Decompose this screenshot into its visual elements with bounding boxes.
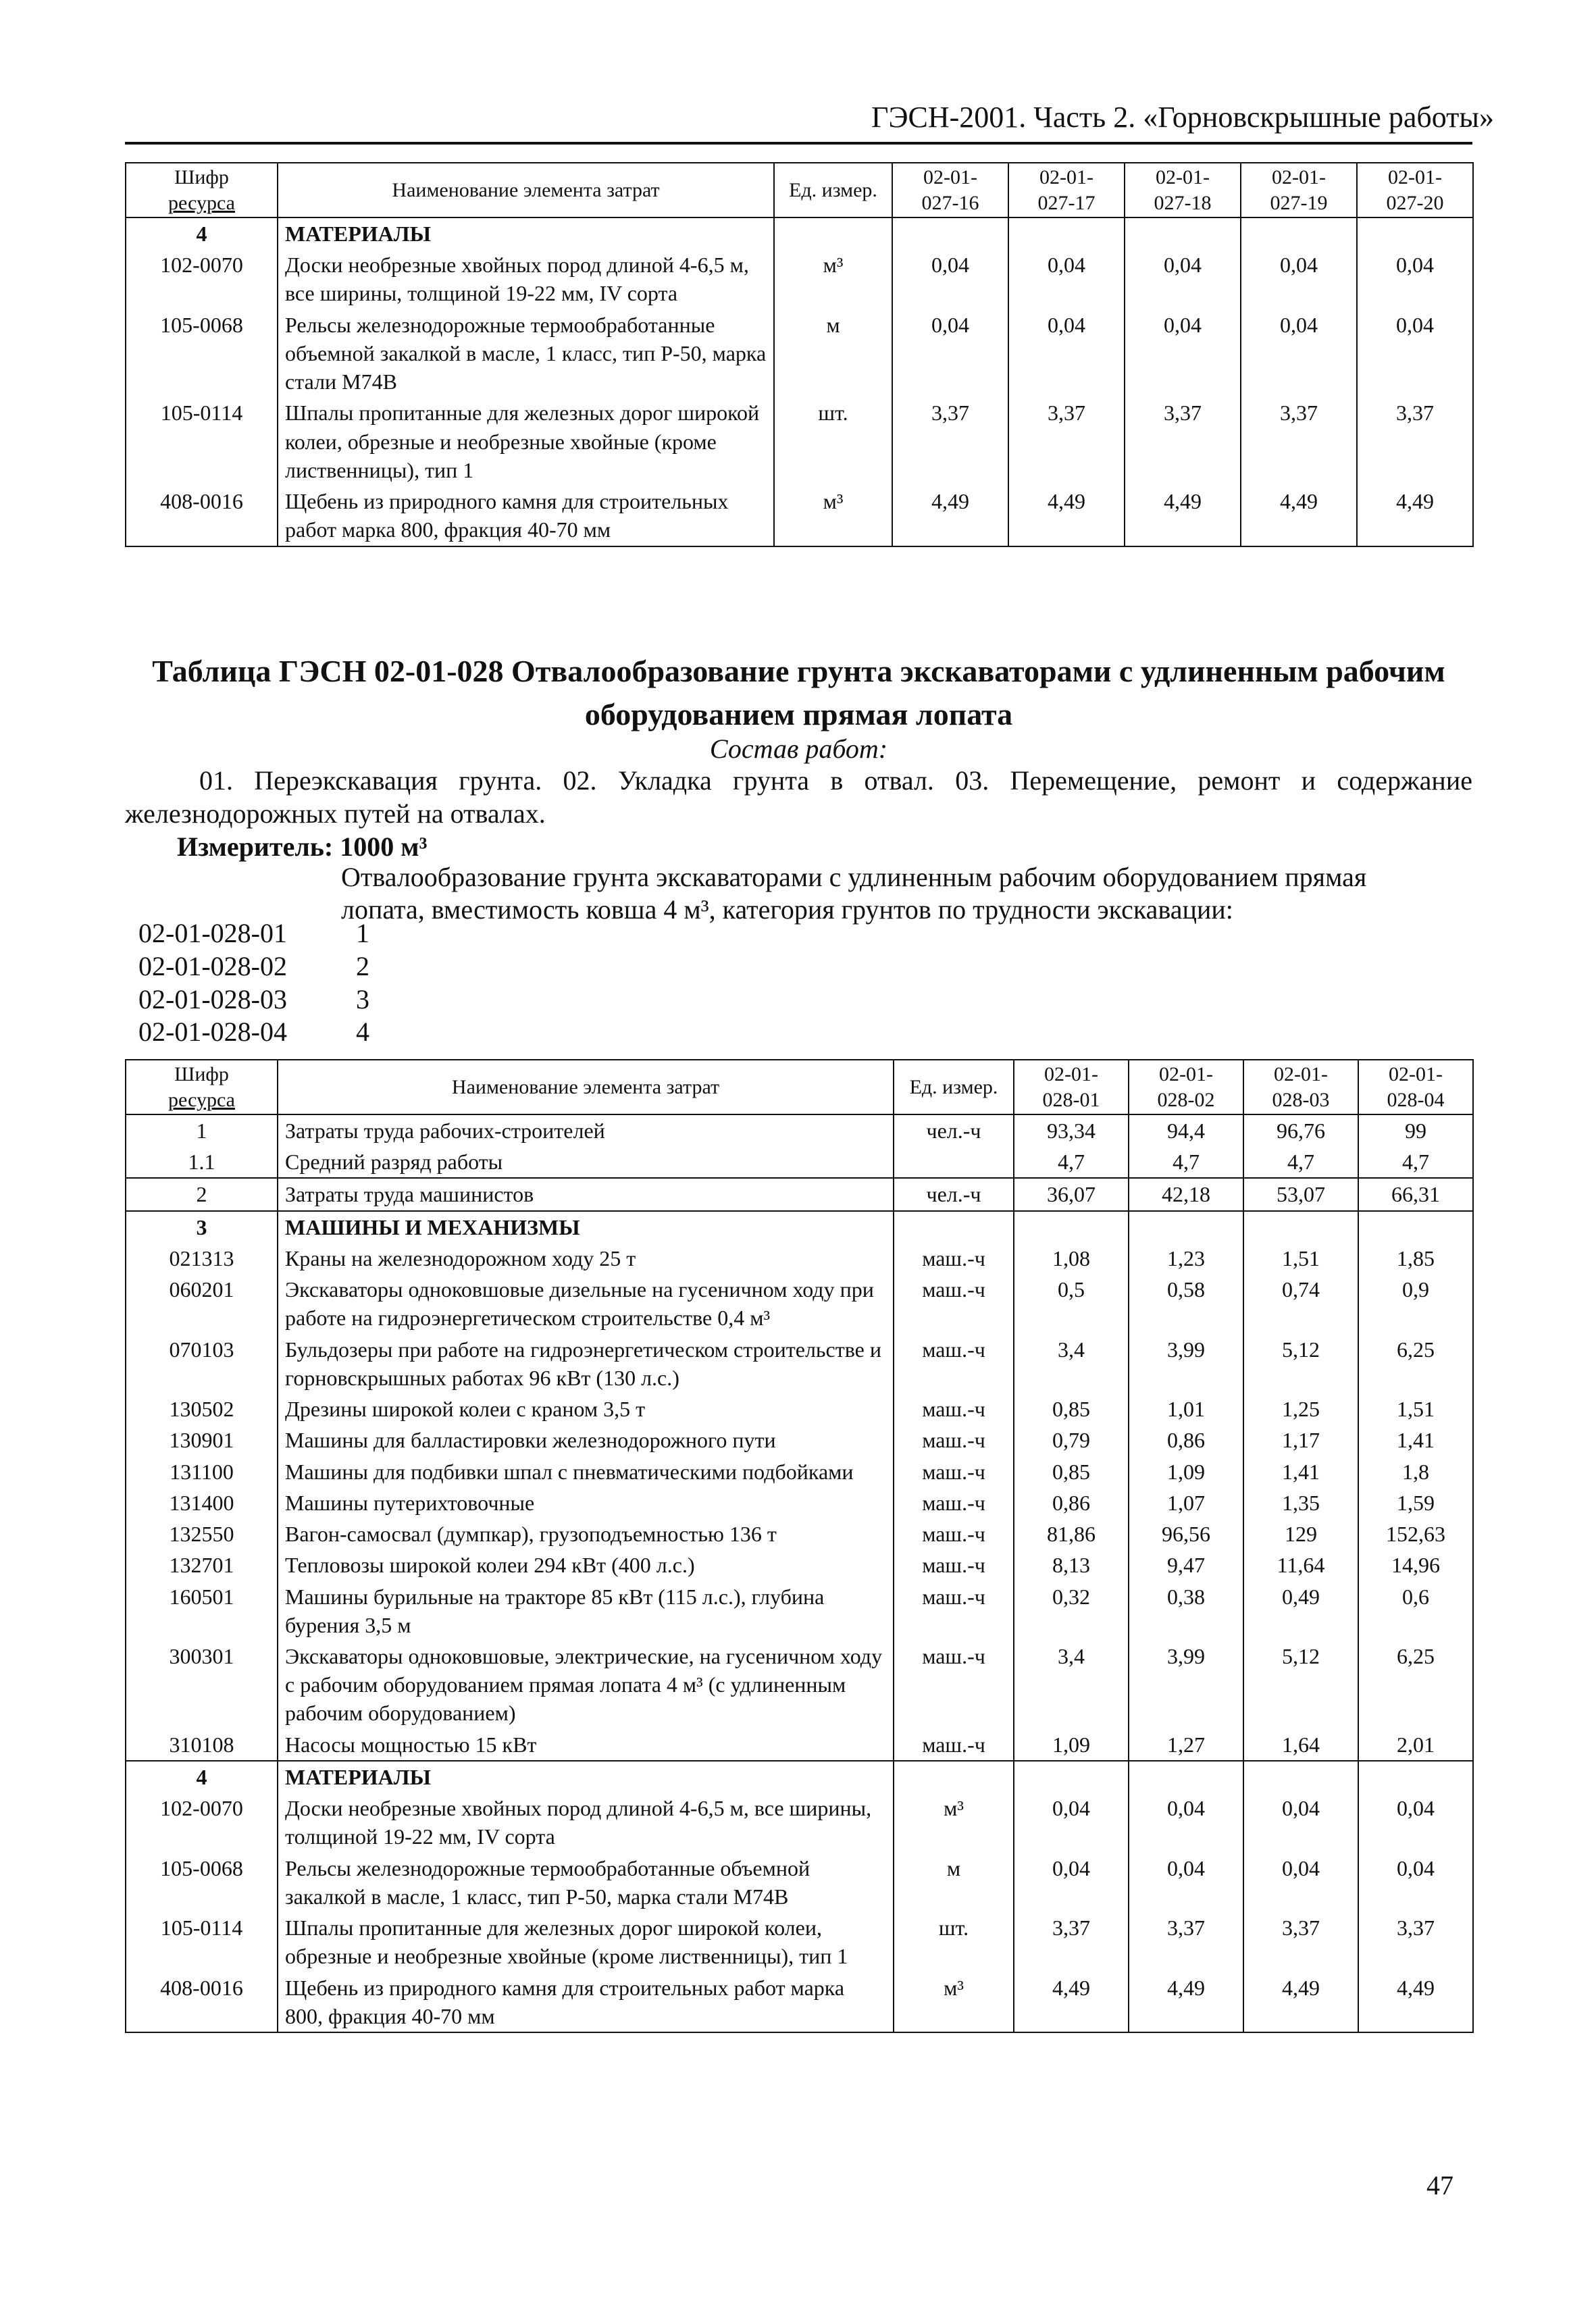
unit-of-measure: маш.-ч <box>894 1487 1014 1518</box>
unit-of-measure: маш.-ч <box>894 1456 1014 1487</box>
norm-value: 53,07 <box>1243 1178 1358 1210</box>
unit-of-measure: маш.-ч <box>894 1581 1014 1641</box>
resource-code: 408-0016 <box>126 1972 278 2032</box>
header-name: Наименование элемента затрат <box>278 1060 894 1114</box>
norm-value: 0,04 <box>1008 249 1125 309</box>
resource-code: 132550 <box>126 1518 278 1549</box>
header-col: 02-01- 027-17 <box>1008 163 1125 217</box>
table-row <box>126 1178 1473 1210</box>
norm-value: 3,4 <box>1014 1641 1129 1729</box>
cost-element-name: Машины для балластировки железнодорожного пути <box>278 1424 894 1456</box>
page-number: 47 <box>1426 2170 1453 2201</box>
header-rule <box>125 142 1472 145</box>
cost-element-name: Дрезины широкой колеи с краном 3,5 т <box>278 1393 894 1424</box>
header-code: Шифр ресурса <box>126 163 278 217</box>
cost-element-name: Рельсы железнодорожные термообработанные объемной закалкой в масле, 1 класс, тип Р-50, марка стали М74В <box>278 1853 894 1912</box>
norm-value: 11,64 <box>1243 1549 1358 1580</box>
header-col: 02-01- 028-03 <box>1243 1060 1358 1114</box>
norm-value: 5,12 <box>1243 1334 1358 1393</box>
norm-value: 0,86 <box>1129 1424 1243 1456</box>
norm-value: 0,5 <box>1014 1274 1129 1333</box>
norm-value <box>1243 1211 1358 1243</box>
header-col: 02-01- 028-01 <box>1014 1060 1129 1114</box>
norm-value: 3,37 <box>1241 397 1357 486</box>
resource-code: 131100 <box>126 1456 278 1487</box>
header-col: 02-01- 028-02 <box>1129 1060 1243 1114</box>
norm-value: 0,85 <box>1014 1456 1129 1487</box>
unit-of-measure: маш.-ч <box>894 1549 1014 1580</box>
norm-value: 6,25 <box>1358 1334 1473 1393</box>
norm-value: 0,04 <box>1125 309 1241 398</box>
norm-value: 0,9 <box>1358 1274 1473 1333</box>
norm-value: 0,04 <box>1241 309 1357 398</box>
table-row <box>126 1456 1473 1487</box>
norm-value: 0,04 <box>1129 1793 1243 1852</box>
resource-code: 408-0016 <box>126 486 278 546</box>
cost-element-name: Доски необрезные хвойных пород длиной 4-6,5 м, все ширины, толщиной 19-22 мм, IV сорта <box>278 249 774 309</box>
norm-value: 0,85 <box>1014 1393 1129 1424</box>
table-row <box>126 1761 1473 1793</box>
norm-value <box>1357 217 1473 249</box>
unit-of-measure: маш.-ч <box>894 1393 1014 1424</box>
unit-of-measure: маш.-ч <box>894 1729 1014 1761</box>
norm-value: 81,86 <box>1014 1518 1129 1549</box>
norm-value <box>1008 217 1125 249</box>
header-name: Наименование элемента затрат <box>278 163 774 217</box>
resource-code: 070103 <box>126 1334 278 1393</box>
resource-code: 130901 <box>126 1424 278 1456</box>
norm-value: 0,86 <box>1014 1487 1129 1518</box>
norm-value: 1,51 <box>1358 1393 1473 1424</box>
unit-of-measure: маш.-ч <box>894 1334 1014 1393</box>
norm-value: 4,49 <box>1008 486 1125 546</box>
cost-element-name: Затраты труда рабочих-строителей <box>278 1114 894 1146</box>
header-unit: Ед. измер. <box>894 1060 1014 1114</box>
cost-element-name: Машины путерихтовочные <box>278 1487 894 1518</box>
resource-code: 3 <box>126 1211 278 1243</box>
table-row <box>126 1549 1473 1580</box>
unit-of-measure: маш.-ч <box>894 1424 1014 1456</box>
table-row <box>126 486 1473 546</box>
norm-value: 3,4 <box>1014 1334 1129 1393</box>
resource-code: 160501 <box>126 1581 278 1641</box>
norm-code-row: 02-01-028-04 4 <box>138 1017 369 1048</box>
norm-value: 4,7 <box>1243 1146 1358 1178</box>
norm-value: 99 <box>1358 1114 1473 1146</box>
norm-value: 0,04 <box>1241 249 1357 309</box>
table-row <box>126 1274 1473 1333</box>
norm-value: 0,38 <box>1129 1581 1243 1641</box>
cost-element-name: Вагон-самосвал (думпкар), грузоподъемностью 136 т <box>278 1518 894 1549</box>
norm-code-list <box>138 917 369 1049</box>
table-row <box>126 1243 1473 1274</box>
cost-element-name: Экскаваторы одноковшовые, электрические, на гусеничном ходу с рабочим оборудованием прямая лопата 4 м³ (с удлиненным рабочим оборудованием) <box>278 1641 894 1729</box>
table-header-row <box>126 163 1473 217</box>
norm-value: 1,08 <box>1014 1243 1129 1274</box>
table-row <box>126 1853 1473 1912</box>
norm-value: 6,25 <box>1358 1641 1473 1729</box>
norm-value: 4,49 <box>1129 1972 1243 2032</box>
unit-of-measure: чел.-ч <box>894 1114 1014 1146</box>
unit-of-measure: м <box>894 1853 1014 1912</box>
norm-value: 1,01 <box>1129 1393 1243 1424</box>
resource-code: 132701 <box>126 1549 278 1580</box>
resource-code: 021313 <box>126 1243 278 1274</box>
norm-value: 42,18 <box>1129 1178 1243 1210</box>
resource-code: 300301 <box>126 1641 278 1729</box>
norm-value: 0,04 <box>892 249 1008 309</box>
norm-value <box>1243 1761 1358 1793</box>
norm-value: 3,37 <box>1129 1912 1243 1972</box>
norm-value: 0,6 <box>1358 1581 1473 1641</box>
table-row <box>126 1487 1473 1518</box>
norm-value: 152,63 <box>1358 1518 1473 1549</box>
header-unit: Ед. измер. <box>774 163 892 217</box>
table-row <box>126 309 1473 398</box>
norm-value: 1,64 <box>1243 1729 1358 1761</box>
norm-value: 96,56 <box>1129 1518 1243 1549</box>
cost-element-name: Рельсы железнодорожные термообработанные объемной закалкой в масле, 1 класс, тип Р-50, марка стали М74В <box>278 309 774 398</box>
norm-value: 4,49 <box>1358 1972 1473 2032</box>
cost-element-name: Затраты труда машинистов <box>278 1178 894 1210</box>
norm-value: 3,99 <box>1129 1641 1243 1729</box>
norm-value: 3,37 <box>1243 1912 1358 1972</box>
norm-value: 3,99 <box>1129 1334 1243 1393</box>
cost-element-name: МАШИНЫ И МЕХАНИЗМЫ <box>278 1211 894 1243</box>
unit-of-measure: м <box>774 309 892 398</box>
resource-code: 130502 <box>126 1393 278 1424</box>
norm-value: 0,58 <box>1129 1274 1243 1333</box>
cost-element-name: Шпалы пропитанные для железных дорог широкой колеи, обрезные и необрезные хвойные (кроме лиственницы), тип 1 <box>278 397 774 486</box>
cost-element-name: Насосы мощностью 15 кВт <box>278 1729 894 1761</box>
norm-value: 0,74 <box>1243 1274 1358 1333</box>
norm-value: 0,04 <box>1125 249 1241 309</box>
table-row <box>126 1211 1473 1243</box>
norm-value: 1,27 <box>1129 1729 1243 1761</box>
cost-element-name: Тепловозы широкой колеи 294 кВт (400 л.с.) <box>278 1549 894 1580</box>
norm-value: 4,7 <box>1129 1146 1243 1178</box>
table-row <box>126 1393 1473 1424</box>
table-row <box>126 1912 1473 1972</box>
norm-value: 96,76 <box>1243 1114 1358 1146</box>
cost-element-name: МАТЕРИАЛЫ <box>278 1761 894 1793</box>
unit-of-measure: м³ <box>774 249 892 309</box>
norm-value: 0,04 <box>892 309 1008 398</box>
header-code: Шифр ресурса <box>126 1060 278 1114</box>
resource-code: 1.1 <box>126 1146 278 1178</box>
measure-unit: Измеритель: 1000 м³ <box>177 831 428 862</box>
resource-code: 105-0114 <box>126 1912 278 1972</box>
norm-value: 3,37 <box>1008 397 1125 486</box>
resource-code: 4 <box>126 217 278 249</box>
resource-table-027 <box>125 162 1474 547</box>
norm-value: 5,12 <box>1243 1641 1358 1729</box>
norm-value <box>1358 1761 1473 1793</box>
norm-value: 66,31 <box>1358 1178 1473 1210</box>
norm-value: 4,49 <box>1243 1972 1358 2032</box>
norm-value <box>1129 1761 1243 1793</box>
norm-value: 0,04 <box>1357 309 1473 398</box>
table-row <box>126 1424 1473 1456</box>
norm-value: 1,09 <box>1129 1456 1243 1487</box>
table-row <box>126 1641 1473 1729</box>
norm-value: 93,34 <box>1014 1114 1129 1146</box>
unit-of-measure: маш.-ч <box>894 1641 1014 1729</box>
norm-value: 14,96 <box>1358 1549 1473 1580</box>
norm-value: 3,37 <box>1125 397 1241 486</box>
norm-value <box>1129 1211 1243 1243</box>
resource-code: 105-0114 <box>126 397 278 486</box>
table-row <box>126 1114 1473 1146</box>
norm-value: 1,8 <box>1358 1456 1473 1487</box>
unit-of-measure: маш.-ч <box>894 1518 1014 1549</box>
norm-value: 1,41 <box>1358 1424 1473 1456</box>
norm-description: Отвалообразование грунта экскаваторами с удлиненным рабочим оборудованием прямая лопата, вместимость ковша 4 м³, категория грунтов по трудности экскавации: <box>341 862 1367 925</box>
norm-value <box>1014 1211 1129 1243</box>
norm-value: 9,47 <box>1129 1549 1243 1580</box>
norm-value: 4,49 <box>1014 1972 1129 2032</box>
norm-value: 4,7 <box>1358 1146 1473 1178</box>
norm-value: 0,04 <box>1243 1793 1358 1852</box>
cost-element-name: Машины для подбивки шпал с пневматическими подбойками <box>278 1456 894 1487</box>
norm-value: 4,49 <box>1357 486 1473 546</box>
cost-element-name: МАТЕРИАЛЫ <box>278 217 774 249</box>
resource-code: 102-0070 <box>126 249 278 309</box>
norm-value: 0,04 <box>1014 1793 1129 1852</box>
table-row <box>126 1793 1473 1852</box>
norm-value: 3,37 <box>1358 1912 1473 1972</box>
cost-element-name: Доски необрезные хвойных пород длиной 4-6,5 м, все ширины, толщиной 19-22 мм, IV сорта <box>278 1793 894 1852</box>
unit-of-measure <box>894 1146 1014 1178</box>
norm-value <box>1014 1761 1129 1793</box>
header-col: 02-01- 027-19 <box>1241 163 1357 217</box>
resource-code: 2 <box>126 1178 278 1210</box>
norm-value: 4,49 <box>1241 486 1357 546</box>
header-col: 02-01- 027-18 <box>1125 163 1241 217</box>
norm-value: 1,07 <box>1129 1487 1243 1518</box>
norm-value: 4,7 <box>1014 1146 1129 1178</box>
norm-value: 3,37 <box>1014 1912 1129 1972</box>
resource-code: 105-0068 <box>126 1853 278 1912</box>
unit-of-measure: маш.-ч <box>894 1274 1014 1333</box>
norm-value: 1,17 <box>1243 1424 1358 1456</box>
cost-element-name: Шпалы пропитанные для железных дорог широкой колеи, обрезные и необрезные хвойные (кроме лиственницы), тип 1 <box>278 1912 894 1972</box>
norm-code-row: 02-01-028-03 3 <box>138 983 369 1014</box>
table-row <box>126 1334 1473 1393</box>
unit-of-measure: маш.-ч <box>894 1243 1014 1274</box>
table-row <box>126 1729 1473 1761</box>
resource-code: 105-0068 <box>126 309 278 398</box>
resource-code: 4 <box>126 1761 278 1793</box>
table-row <box>126 397 1473 486</box>
norm-value <box>1241 217 1357 249</box>
table-row <box>126 1581 1473 1641</box>
norm-value: 1,51 <box>1243 1243 1358 1274</box>
unit-of-measure: м³ <box>894 1793 1014 1852</box>
norm-value: 0,49 <box>1243 1581 1358 1641</box>
unit-of-measure: шт. <box>774 397 892 486</box>
norm-value: 0,04 <box>1243 1853 1358 1912</box>
norm-value: 1,25 <box>1243 1393 1358 1424</box>
unit-of-measure <box>774 217 892 249</box>
header-col: 02-01- 028-04 <box>1358 1060 1473 1114</box>
norm-value <box>1125 217 1241 249</box>
norm-value: 0,04 <box>1357 249 1473 309</box>
cost-element-name: Бульдозеры при работе на гидроэнергетическом строительстве и горновскрышных работах 96 кВт (130 л.с.) <box>278 1334 894 1393</box>
norm-value: 0,04 <box>1358 1793 1473 1852</box>
norm-code-row: 02-01-028-01 1 <box>138 918 369 948</box>
resource-code: 1 <box>126 1114 278 1146</box>
norm-value: 4,49 <box>1125 486 1241 546</box>
norm-value: 129 <box>1243 1518 1358 1549</box>
norm-value: 1,41 <box>1243 1456 1358 1487</box>
unit-of-measure: чел.-ч <box>894 1178 1014 1210</box>
cost-element-name: Щебень из природного камня для строительных работ марка 800, фракция 40-70 мм <box>278 1972 894 2032</box>
unit-of-measure <box>894 1761 1014 1793</box>
norm-value <box>892 217 1008 249</box>
norm-value: 8,13 <box>1014 1549 1129 1580</box>
norm-value: 0,04 <box>1014 1853 1129 1912</box>
norm-value: 2,01 <box>1358 1729 1473 1761</box>
norm-value: 3,37 <box>1357 397 1473 486</box>
table-row <box>126 249 1473 309</box>
cost-element-name: Щебень из природного камня для строительных работ марка 800, фракция 40-70 мм <box>278 486 774 546</box>
norm-value: 1,85 <box>1358 1243 1473 1274</box>
work-composition: 01. Переэкскавация грунта. 02. Укладка грунта в отвал. 03. Перемещение, ремонт и содержание железнодорожных путей на отвалах. <box>125 765 1472 829</box>
resource-code: 310108 <box>126 1729 278 1761</box>
composition-heading: Состав работ: <box>709 734 888 764</box>
cost-element-name: Краны на железнодорожном ходу 25 т <box>278 1243 894 1274</box>
norm-value: 0,04 <box>1008 309 1125 398</box>
table-row <box>126 1518 1473 1549</box>
resource-code: 102-0070 <box>126 1793 278 1852</box>
norm-code-row: 02-01-028-02 2 <box>138 950 369 981</box>
norm-value: 0,32 <box>1014 1581 1129 1641</box>
table-title: Таблица ГЭСН 02-01-028 Отвалообразование грунта экскаваторами с удлиненным рабочим оборудованием прямая лопата <box>152 654 1445 732</box>
norm-value: 0,79 <box>1014 1424 1129 1456</box>
cost-element-name: Машины бурильные на тракторе 85 кВт (115 л.с.), глубина бурения 3,5 м <box>278 1581 894 1641</box>
norm-value: 0,04 <box>1129 1853 1243 1912</box>
table-row <box>126 217 1473 249</box>
norm-value: 1,23 <box>1129 1243 1243 1274</box>
norm-value: 1,35 <box>1243 1487 1358 1518</box>
header-col: 02-01- 027-20 <box>1357 163 1473 217</box>
resource-table-028 <box>125 1059 1474 2033</box>
norm-value: 1,59 <box>1358 1487 1473 1518</box>
norm-value: 1,09 <box>1014 1729 1129 1761</box>
resource-code: 060201 <box>126 1274 278 1333</box>
norm-value: 4,49 <box>892 486 1008 546</box>
header-col: 02-01- 027-16 <box>892 163 1008 217</box>
table-header-row <box>126 1060 1473 1114</box>
cost-element-name: Средний разряд работы <box>278 1146 894 1178</box>
unit-of-measure: м³ <box>894 1972 1014 2032</box>
resource-code: 131400 <box>126 1487 278 1518</box>
norm-value: 94,4 <box>1129 1114 1243 1146</box>
norm-value <box>1358 1211 1473 1243</box>
table-row <box>126 1972 1473 2032</box>
cost-element-name: Экскаваторы одноковшовые дизельные на гусеничном ходу при работе на гидроэнергетическом строительстве 0,4 м³ <box>278 1274 894 1333</box>
unit-of-measure: шт. <box>894 1912 1014 1972</box>
unit-of-measure: м³ <box>774 486 892 546</box>
norm-value: 3,37 <box>892 397 1008 486</box>
table-row <box>126 1146 1473 1178</box>
norm-value: 36,07 <box>1014 1178 1129 1210</box>
unit-of-measure <box>894 1211 1014 1243</box>
norm-value: 0,04 <box>1358 1853 1473 1912</box>
running-header: ГЭСН-2001. Часть 2. «Горновскрышные работы» <box>871 101 1494 134</box>
